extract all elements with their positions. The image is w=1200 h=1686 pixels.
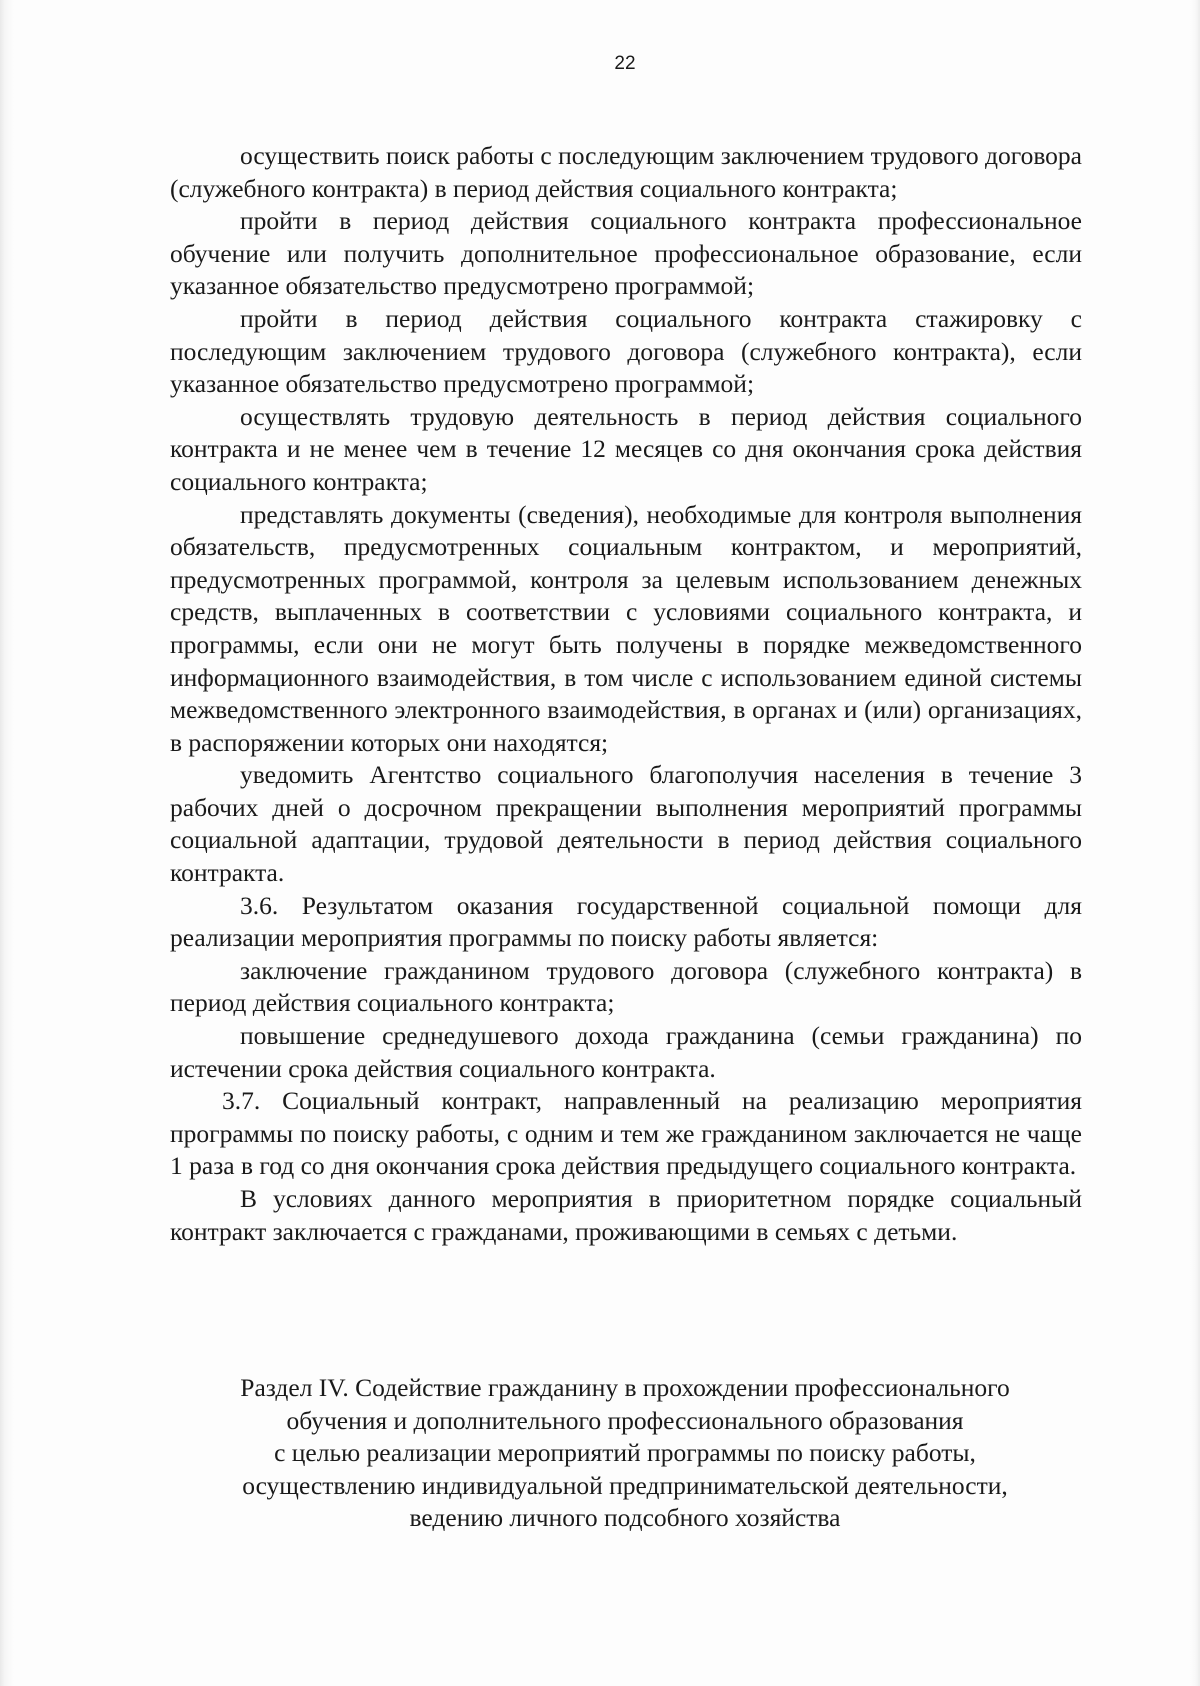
paragraph-training: пройти в период действия социального контракта профессиональное обучение или получить дополнительное профессиональное образование, если указанное обязательство предусмотрено программой; (170, 206, 1082, 301)
scan-edge-left (0, 0, 14, 1686)
section-heading-line: обучения и дополнительного профессионального образования (286, 1405, 964, 1435)
section-heading-line: осуществлению индивидуальной предпринимательской деятельности, (242, 1470, 1008, 1500)
paragraph-priority-families: В условиях данного мероприятия в приоритетном порядке социальный контракт заключается с гражданами, проживающими в семьях с детьми. (170, 1184, 1082, 1246)
paragraph-internship: пройти в период действия социального контракта стажировку с последующим заключением трудового договора (служебного контракта), если указанное обязательство предусмотрено программой; (170, 303, 1082, 399)
paragraph-job-search: осуществить поиск работы с последующим заключением трудового договора (служебного контракта) в период действия социального контракта; (170, 141, 1082, 203)
paragraph-notify-agency: уведомить Агентство социального благополучия населения в течение 3 рабочих дней о досрочном прекращении выполнения мероприятий программы социальной адаптации, трудовой деятельности в период действия социального контракта. (170, 760, 1082, 888)
page-number: 22 (614, 53, 636, 74)
paragraph-employment: осуществлять трудовую деятельность в период действия социального контракта и не менее чем в течение 12 месяцев со дня окончания срока действия социального контракта; (170, 401, 1082, 496)
scan-edge-right (1190, 0, 1200, 1686)
section-heading-line: ведению личного подсобного хозяйства (409, 1503, 841, 1533)
paragraph-clause-3-7: 3.7. Социальный контракт, направленный на реализацию мероприятия программы по поиску работы, с одним и тем же гражданином заключается не чаще 1 раза в год со дня окончания срока действия предыдущего социального контракта. (170, 1086, 1082, 1181)
section-heading-line: с целью реализации мероприятий программы по поиску работы, (274, 1438, 976, 1468)
section-heading-line: Раздел IV. Содействие гражданину в прохождении профессионального (240, 1373, 1010, 1402)
section-heading (175, 1372, 1075, 1535)
paragraph-documents: представлять документы (сведения), необходимые для контроля выполнения обязательств, предусмотренных социальным контрактом, и мероприятий, предусмотренных программой, контроля за целевым использованием денежных средств, выплаченных в соответствии с условиями социального контракта, и программы, если они не могут быть получены в порядке межведомственного информационного взаимодействия, в том числе с использованием единой системы межведомственного электронного взаимодействия, в органах и (или) организациях, в распоряжении которых они находятся; (170, 499, 1082, 757)
paragraph-contract-conclusion: заключение гражданином трудового договора (служебного контракта) в период действия социального контракта; (170, 955, 1082, 1018)
paragraph-income-increase: повышение среднедушевого дохода гражданина (семьи гражданина) по истечении срока действия социального контракта. (170, 1021, 1082, 1083)
body-text (170, 140, 1082, 1248)
paragraph-clause-3-6: 3.6. Результатом оказания государственной социальной помощи для реализации мероприятия программы по поиску работы является: (170, 890, 1082, 953)
